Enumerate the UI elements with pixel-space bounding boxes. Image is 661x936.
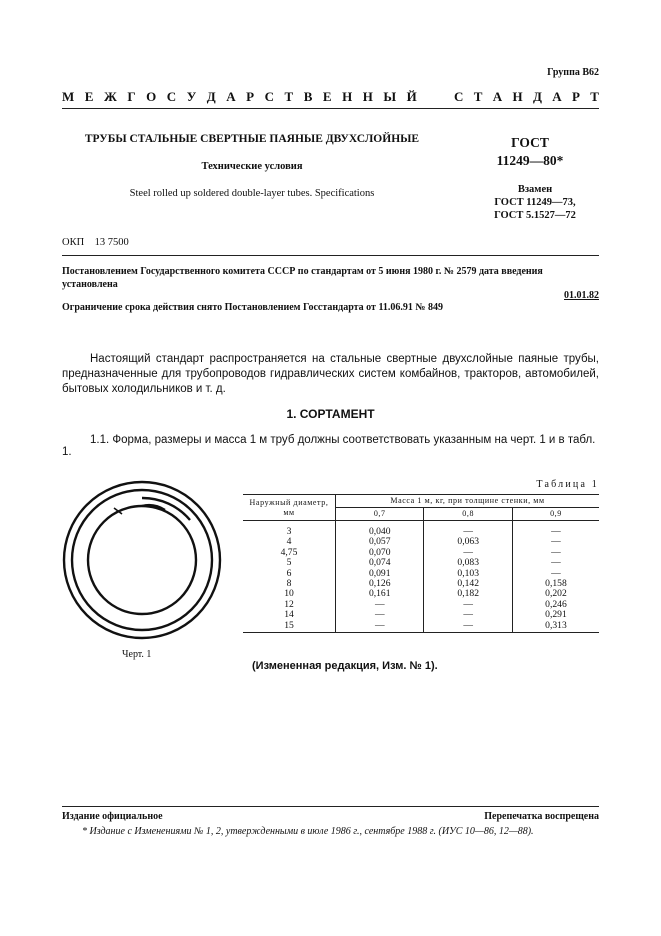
mass-cell: — xyxy=(512,537,599,547)
diameter-cell: 5 xyxy=(286,557,292,569)
banner-letter: С xyxy=(166,89,177,104)
banner-letter: А xyxy=(492,89,503,104)
mass-cell: 0,074 xyxy=(336,558,424,568)
diameter-cell: 4,75 xyxy=(280,546,298,558)
banner-letter: Р xyxy=(571,89,580,104)
official-edition: Издание официальное xyxy=(62,811,163,822)
gost-number xyxy=(470,134,590,170)
diameter-cell: 4 xyxy=(286,536,292,548)
banner-letter: Н xyxy=(342,89,353,104)
footer-rule xyxy=(62,806,599,807)
amendment-note: (Измененная редакция, Изм. № 1). xyxy=(252,660,438,672)
header-rule xyxy=(62,108,599,109)
mass-cell: — xyxy=(336,600,424,610)
banner-word-interstate xyxy=(62,89,417,105)
replaces-label: Взамен xyxy=(517,184,553,195)
banner-letter: Т xyxy=(473,89,483,104)
replaces-standard-2: ГОСТ 5.1527—72 xyxy=(494,210,576,221)
mass-table xyxy=(243,494,599,633)
mass-cell: 0,103 xyxy=(424,569,512,579)
banner-letter: С xyxy=(454,89,464,104)
table-caption: Таблица 1 xyxy=(536,479,599,490)
mass-cell: — xyxy=(336,610,424,620)
group-code: Группа В62 xyxy=(547,67,599,78)
mass-cell: 0,291 xyxy=(512,610,599,620)
banner-letter: Д xyxy=(532,89,542,104)
inner-wall xyxy=(88,506,196,614)
mass-cell: 0,202 xyxy=(512,589,599,599)
mass-cell: — xyxy=(424,610,512,620)
diameter-cell: 15 xyxy=(243,621,336,633)
interstate-standard-banner xyxy=(62,89,599,105)
mass-cell: 0,083 xyxy=(424,558,512,568)
table-row xyxy=(243,548,599,558)
col-mass-header: Масса 1 м, кг, при толщине стенки, мм xyxy=(336,495,600,508)
thickness-0-7: 0,7 xyxy=(336,508,424,521)
thickness-0-8: 0,8 xyxy=(424,508,512,521)
intro-paragraph: Настоящий стандарт распространяется на стальные свертные двухслойные паяные трубы, предназначенные для трубопроводов гидравлических систем комбайнов, тракторов, автомобилей, бытовых холодильников и т. д. xyxy=(62,353,599,395)
banner-letter: Р xyxy=(246,89,255,104)
diameter-cell: 12 xyxy=(284,598,294,610)
document-title: ТРУБЫ СТАЛЬНЫЕ СВЕРТНЫЕ ПАЯНЫЕ ДВУХСЛОЙНЫЕ xyxy=(84,133,420,145)
reprint-forbidden: Перепечатка воспрещена xyxy=(484,811,599,822)
mass-cell: — xyxy=(512,548,599,558)
banner-letter: Й xyxy=(406,89,417,104)
mass-cell: 0,126 xyxy=(336,579,424,589)
clause-1-1: 1.1. Форма, размеры и масса 1 м труб должны соответствовать указанным на черт. 1 и в табл. 1. xyxy=(62,434,596,458)
mass-cell: 0,161 xyxy=(336,589,424,599)
banner-letter: А xyxy=(552,89,562,104)
banner-letter: О xyxy=(146,89,157,104)
spiral-seam-outer xyxy=(142,498,190,520)
mass-cell: 0,246 xyxy=(512,600,599,610)
banner-letter: Н xyxy=(512,89,523,104)
mass-cell: — xyxy=(512,521,599,538)
banner-letter: С xyxy=(264,89,274,104)
drawing-caption: Черт. 1 xyxy=(122,649,152,660)
banner-letter: Н xyxy=(362,89,373,104)
mass-cell: 0,182 xyxy=(424,589,512,599)
banner-letter: Ж xyxy=(103,89,117,104)
okp-rule xyxy=(62,255,599,256)
banner-word-standard xyxy=(454,89,599,105)
table-row xyxy=(243,621,599,633)
gost-label: ГОСТ xyxy=(511,135,549,150)
document-subtitle: Технические условия xyxy=(201,161,303,172)
banner-letter: Т xyxy=(590,89,599,104)
introduction-date: 01.01.82 xyxy=(564,290,599,301)
banner-letter: Д xyxy=(206,89,216,104)
banner-letter: Т xyxy=(284,89,294,104)
diameter-cell: 8 xyxy=(286,578,292,590)
english-title: Steel rolled up soldered double-layer tubes. Specifications xyxy=(129,188,375,199)
section-title: 1. СОРТАМЕНТ xyxy=(286,407,375,421)
mass-cell: — xyxy=(336,621,424,633)
mass-cell: — xyxy=(424,621,512,633)
mass-cell: — xyxy=(424,548,512,558)
banner-letter: Е xyxy=(84,89,94,104)
replaces-standard-1: ГОСТ 11249—73, xyxy=(494,197,576,208)
mass-cell: 0,057 xyxy=(336,537,424,547)
thickness-0-9: 0,9 xyxy=(512,508,599,521)
banner-letter: У xyxy=(186,89,197,104)
gost-code: 11249—80* xyxy=(496,153,564,168)
col-diameter-header: Наружный диаметр, мм xyxy=(243,495,336,521)
diameter-cell: 14 xyxy=(284,609,294,621)
mass-cell: 0,158 xyxy=(512,579,599,589)
table-row xyxy=(243,521,599,538)
mass-cell: 0,070 xyxy=(336,548,424,558)
diameter-cell: 3 xyxy=(286,526,292,537)
table-row xyxy=(243,558,599,568)
mass-cell: 0,142 xyxy=(424,579,512,589)
middle-wall xyxy=(72,490,212,630)
mass-cell: 0,063 xyxy=(424,537,512,547)
diameter-cell: 6 xyxy=(286,567,292,579)
diameter-cell: 10 xyxy=(284,588,294,600)
banner-letter: Е xyxy=(322,89,332,104)
mass-cell: — xyxy=(512,569,599,579)
decree-text: Постановлением Государственного комитета СССР по стандартам от 5 июня 1980 г. № 2579 дата введения установлена xyxy=(62,266,543,290)
okp-code: ОКП 13 7500 xyxy=(62,237,129,248)
tube-cross-section-drawing xyxy=(62,470,232,650)
footnote: * Издание с Изменениями № 1, 2, утвержденными в июле 1986 г., сентябре 1988 г. (ИУС 10—86, 12—88). xyxy=(82,826,534,837)
banner-letter: А xyxy=(226,89,236,104)
limit-removed-text: Ограничение срока действия снято Постановлением Госстандарта от 11.06.91 № 849 xyxy=(62,302,443,313)
mass-cell: — xyxy=(424,600,512,610)
mass-cell: — xyxy=(424,521,512,538)
banner-letter: Ы xyxy=(383,89,397,104)
banner-letter: В xyxy=(303,89,313,104)
mass-cell: 0,091 xyxy=(336,569,424,579)
mass-cell: 0,313 xyxy=(512,621,599,633)
banner-letter: Г xyxy=(127,89,136,104)
mass-cell: 0,040 xyxy=(336,521,424,538)
replaces-block xyxy=(470,183,600,222)
mass-cell: — xyxy=(512,558,599,568)
banner-letter: М xyxy=(62,89,75,104)
